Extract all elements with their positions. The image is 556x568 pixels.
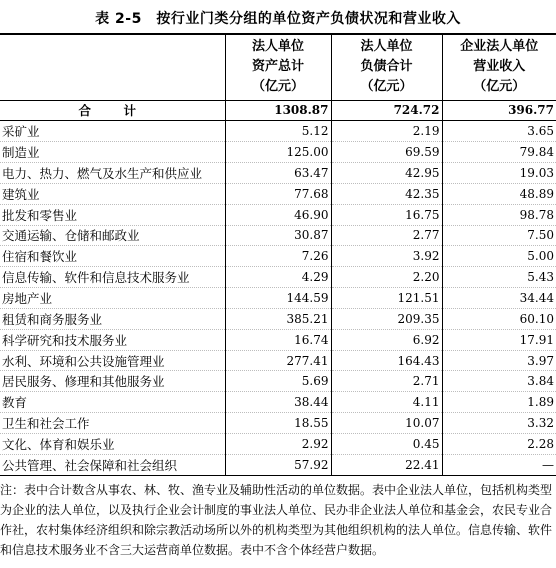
table-row [0,454,556,475]
cell-revenue: 60.10 [442,308,556,329]
row-label: 公共管理、社会保障和社会组织 [0,454,225,475]
cell-assets: 30.87 [225,225,331,246]
cell-revenue: — [442,454,556,475]
cell-assets: 18.55 [225,413,331,434]
cell-assets: 144.59 [225,288,331,309]
cell-liabilities: 3.92 [331,246,442,267]
row-label: 信息传输、软件和信息技术服务业 [0,267,225,288]
header-assets-line1: 法人单位 [251,39,304,55]
cell-assets: 63.47 [225,163,331,184]
header-revenue-line2: 营业收入 [473,59,526,75]
cell-revenue: 5.43 [442,267,556,288]
header-revenue [442,34,556,100]
table-row [0,246,556,267]
table-row [0,288,556,309]
table-row [0,225,556,246]
row-label: 合 计 [0,100,225,121]
header-industry [0,34,225,100]
header-liabilities-line2: 负债合计 [360,59,413,75]
cell-liabilities: 164.43 [331,350,442,371]
table-row [0,204,556,225]
table-row [0,413,556,434]
header-liabilities-line1: 法人单位 [360,39,413,55]
table-row [0,142,556,163]
cell-revenue: 48.89 [442,183,556,204]
cell-revenue: 34.44 [442,288,556,309]
cell-revenue: 2.28 [442,434,556,455]
cell-liabilities: 6.92 [331,329,442,350]
cell-assets: 1308.87 [225,100,331,121]
cell-assets: 125.00 [225,142,331,163]
cell-liabilities: 0.45 [331,434,442,455]
cell-assets: 57.92 [225,454,331,475]
cell-revenue: 98.78 [442,204,556,225]
row-label: 居民服务、修理和其他服务业 [0,371,225,392]
header-assets-line3: （亿元） [251,79,304,95]
row-label: 住宿和餐饮业 [0,246,225,267]
cell-assets: 16.74 [225,329,331,350]
table-row [0,121,556,142]
table-row [0,163,556,184]
cell-liabilities: 10.07 [331,413,442,434]
cell-liabilities: 2.19 [331,121,442,142]
cell-revenue: 396.77 [442,100,556,121]
table-footnote: 注：表中合计数含从事农、林、牧、渔专业及辅助性活动的单位数据。表中企业法人单位，包括机构类型为企业的法人单位，以及执行企业会计制度的事业法人单位、民办非企业法人单位和基金会，农民专业合作社，农村集体经济组织和除宗教活动场所以外的机构类型为其他组织机构的法人单位。信息传输、软件和信息技术服务业不含三大运营商单位数据。表中不含个体经营户数据。 [0,483,553,557]
header-revenue-line1: 企业法人单位 [460,39,539,55]
cell-assets: 277.41 [225,350,331,371]
table-row [0,434,556,455]
cell-assets: 46.90 [225,204,331,225]
cell-liabilities: 2.71 [331,371,442,392]
cell-liabilities: 724.72 [331,100,442,121]
table-row [0,183,556,204]
table-title: 表 2-5 按行业门类分组的单位资产负债状况和营业收入 [95,11,461,27]
cell-assets: 4.29 [225,267,331,288]
cell-assets: 2.92 [225,434,331,455]
row-label: 卫生和社会工作 [0,413,225,434]
cell-assets: 7.26 [225,246,331,267]
cell-revenue: 7.50 [442,225,556,246]
cell-liabilities: 4.11 [331,392,442,413]
header-liabilities [331,34,442,100]
cell-revenue: 3.97 [442,350,556,371]
row-label: 交通运输、仓储和邮政业 [0,225,225,246]
cell-liabilities: 121.51 [331,288,442,309]
cell-assets: 77.68 [225,183,331,204]
cell-liabilities: 42.95 [331,163,442,184]
cell-revenue: 3.65 [442,121,556,142]
cell-liabilities: 69.59 [331,142,442,163]
cell-liabilities: 22.41 [331,454,442,475]
cell-revenue: 5.00 [442,246,556,267]
cell-revenue: 79.84 [442,142,556,163]
row-label: 批发和零售业 [0,204,225,225]
cell-liabilities: 2.77 [331,225,442,246]
cell-revenue: 17.91 [442,329,556,350]
header-revenue-line3: （亿元） [473,79,526,95]
row-label: 租赁和商务服务业 [0,308,225,329]
cell-liabilities: 42.35 [331,183,442,204]
row-label: 科学研究和技术服务业 [0,329,225,350]
header-assets [225,34,331,100]
data-table [0,33,556,476]
row-label: 文化、体育和娱乐业 [0,434,225,455]
header-liabilities-line3: （亿元） [360,79,413,95]
cell-assets: 385.21 [225,308,331,329]
row-label: 采矿业 [0,121,225,142]
table-row [0,392,556,413]
row-label: 房地产业 [0,288,225,309]
table-row [0,350,556,371]
cell-liabilities: 16.75 [331,204,442,225]
row-label: 教育 [0,392,225,413]
table-row [0,267,556,288]
cell-liabilities: 2.20 [331,267,442,288]
row-label: 建筑业 [0,183,225,204]
row-label: 水利、环境和公共设施管理业 [0,350,225,371]
row-label: 电力、热力、燃气及水生产和供应业 [0,163,225,184]
table-row [0,371,556,392]
table-row-total [0,100,556,121]
cell-revenue: 3.32 [442,413,556,434]
cell-revenue: 19.03 [442,163,556,184]
cell-assets: 5.69 [225,371,331,392]
row-label: 制造业 [0,142,225,163]
table-row [0,308,556,329]
header-assets-line2: 资产总计 [251,59,304,75]
header-row [0,34,556,100]
cell-revenue: 1.89 [442,392,556,413]
cell-assets: 38.44 [225,392,331,413]
table-row [0,329,556,350]
cell-liabilities: 209.35 [331,308,442,329]
cell-assets: 5.12 [225,121,331,142]
cell-revenue: 3.84 [442,371,556,392]
